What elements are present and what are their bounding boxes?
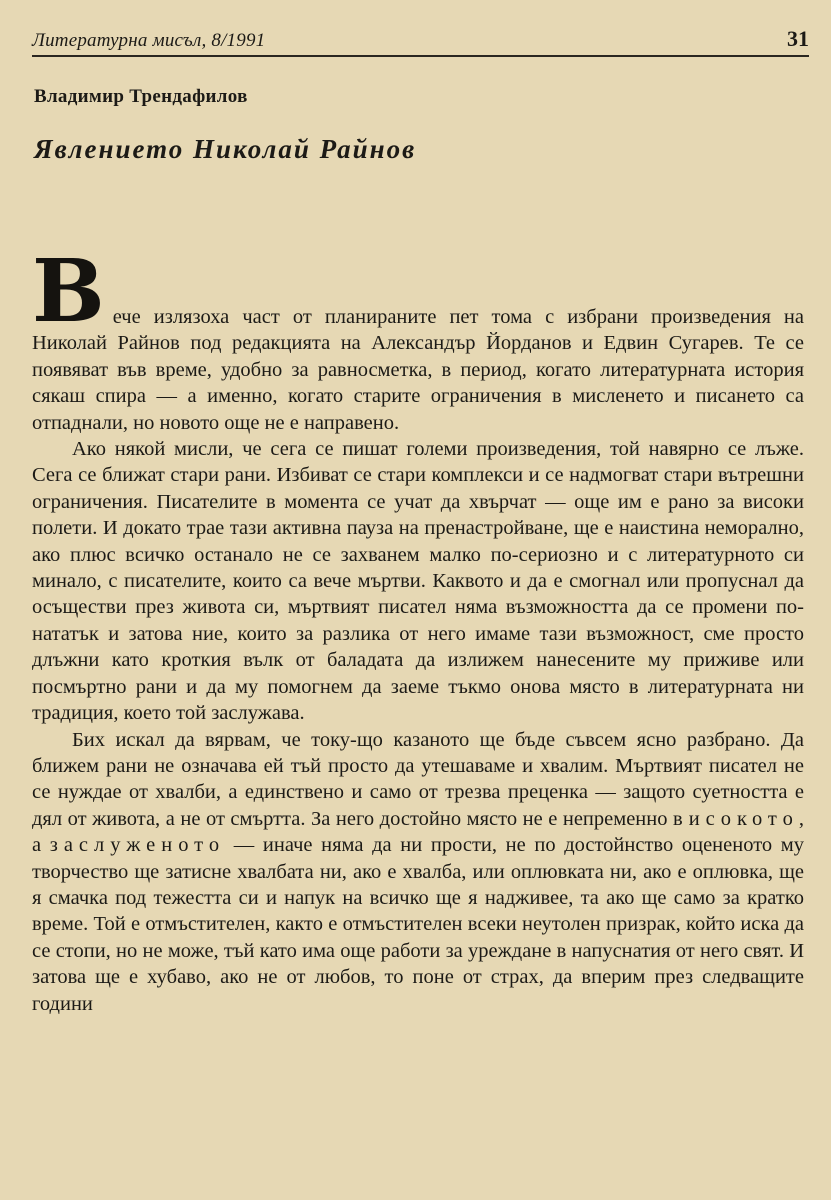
running-head [32,22,809,52]
paragraph-1 [32,241,804,436]
paragraph-1-text: ече излязоха част от планираните пет тома с избрани произведения на Николай Райнов под редакцията на Александър Йорданов и Едвин Сугарев. Те се появяват във време, удобно за равносметка, в период, когато литературната история сякаш спира — а именно, когато старите ограничения в мисленето и писането са отпаднали, но новото още не е направено. [32,306,804,434]
journal-title: Литературна мисъл, 8/1991 [32,30,266,51]
paragraph-3 [32,727,804,1017]
paragraph-3-part-b: , а [32,807,804,857]
article-body [32,241,804,1017]
emphasis-high: високото [673,807,799,830]
page-number: 31 [787,26,809,51]
paragraph-3-part-a: Бих искал да вярвам, че току-що казаното ще бъде съвсем ясно разбрано. Да ближем рани не означава ей тъй просто да утешаваме и хвалим. Мъртвият писател не се нуждае от хвалби, а единствено и само от трезва преценка — защото суетността е дял от живота, а не от смъртта. За него достойно място не е непременно [32,728,804,830]
paragraph-2: Ако някой мисли, че сега се пишат големи произведения, той навярно се лъже. Сега се ближат стари рани. Избиват се стари комплекси и се надмогват стари вътрешни ограничения. Писателите в момента се учат да хвърчат — още им е рано за високи полети. И докато трае тази активна пауза на пренастройване, ще е наистина неморално, ако плюс всичко останало не се захванем малко по-сериозно и с литературното си минало, с писателите, които са вече мъртви. Каквото и да е смогнал или пропуснал да осъществи през живота си, мъртвият писател няма възможността да се промени по-нататък и затова ние, които за разлика от него имаме тази възможност, сме просто длъжни като кроткия вълк от баладата да излижем нанесените му приживе или посмъртно рани и да му помогнем да заеме тъкмо онова място в литературната ни традиция, което той заслужава. [32,438,804,725]
drop-cap: В [32,241,105,342]
header-rule [32,55,809,57]
paragraph-3-part-c: — иначе няма да ни прости, не по достойнство оцененото му творчество ще затисне хвалбата ни, ако е хвалба, или оплювката ни, ако е оплювка, ще я смачка под тежестта си и напук на всичко ще я надживее, та ако ще само за кратко време. Той е отмъстителен, както е отмъстителен всеки неутолен призрак, който иска да се стопи, но не може, тъй като има още работи за уреждане в напуснатия от него свят. И затова ще е хубаво, ако не от любов, то поне от страх, да вперим през следващите години [32,834,804,1015]
article-title: Явлението Николай Райнов [34,134,417,164]
emphasis-deserved: заслуженото [49,834,226,857]
dropcap-spacer [32,252,804,304]
article-author: Владимир Трендафилов [34,86,248,107]
